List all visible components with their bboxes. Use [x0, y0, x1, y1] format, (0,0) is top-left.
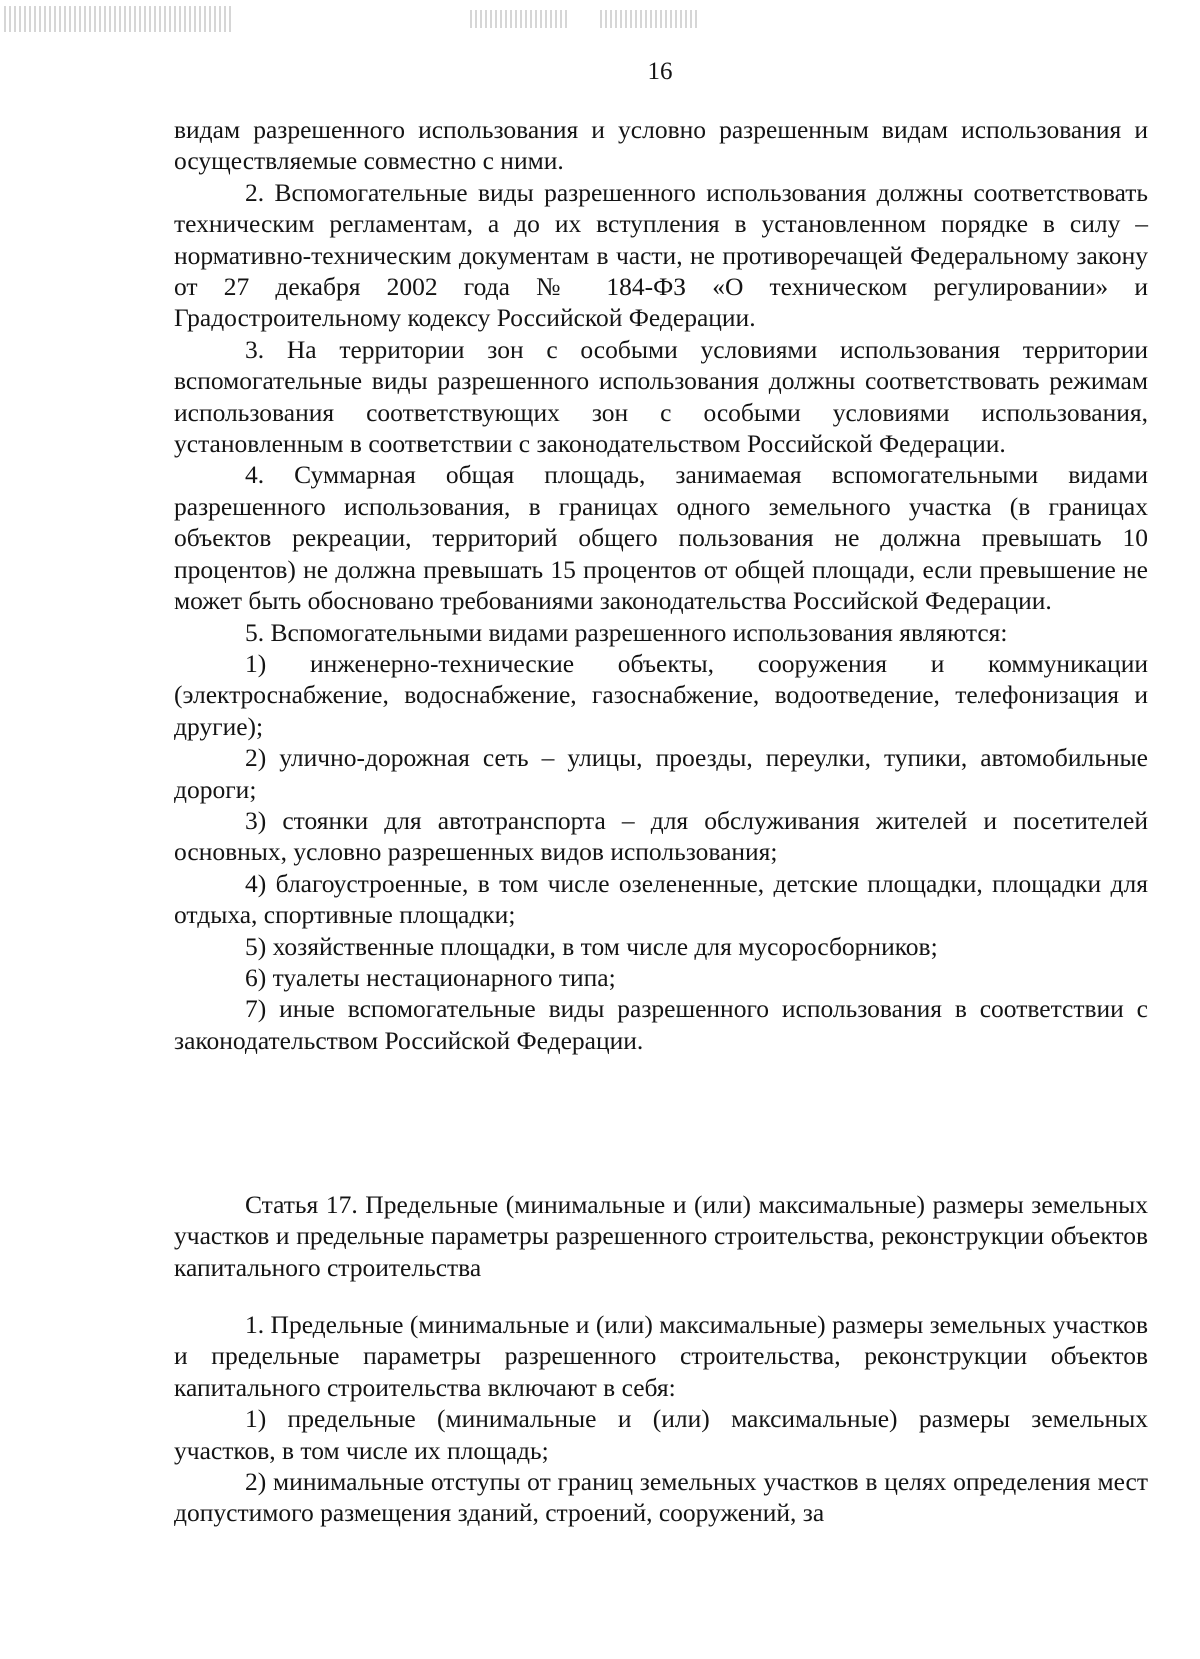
scan-artifact [600, 10, 700, 28]
page-number: 16 [647, 58, 673, 85]
list-item: 6) туалеты нестационарного типа; [245, 962, 616, 992]
scan-artifact [4, 6, 234, 32]
list-item: 2) минимальные отступы от границ земельных участков в целях определения мест допустимого размещения зданий, строений, сооружений, за [174, 1467, 1148, 1528]
list-item: 2) улично-дорожная сеть – улицы, проезды, переулки, тупики, автомобильные дороги; [174, 743, 1148, 804]
list-item: 4) благоустроенные, в том числе озелененные, детские площадки, площадки для отдыха, спортивные площадки; [174, 868, 1148, 930]
list-item: 3) стоянки для автотранспорта – для обслуживания жителей и посетителей основных, условно разрешенных видов использования; [174, 805, 1148, 867]
article-heading-section [174, 1189, 1148, 1283]
list-item: 1) предельные (минимальные и (или) максимальные) размеры земельных участков, в том числе их площадь; [174, 1404, 1148, 1465]
body-text-section [174, 1309, 1148, 1529]
paragraph: 1. Предельные (минимальные и (или) максимальные) размеры земельных участков и предельные параметры разрешенного строительства, реконструкции объектов капитального строительства включают в себя: [174, 1310, 1148, 1402]
list-item: 7) иные вспомогательные виды разрешенного использования в соответствии с законодательством Российской Федерации. [174, 994, 1148, 1055]
list-item: 1) инженерно-технические объекты, сооружения и коммуникации (электроснабжение, водоснабжение, газоснабжение, водоотведение, телефонизация и другие); [174, 648, 1148, 741]
paragraph: 3. На территории зон с особыми условиями использования территории вспомогательные виды разрешенного использования должны соответствовать режимам использования соответствующих зон с особыми условиями использования, установленным в соответствии с законодательством Российской Федерации. [174, 334, 1148, 459]
paragraph: 5. Вспомогательными видами разрешенного использования являются: [245, 617, 1008, 647]
scan-artifact [470, 10, 570, 28]
list-item: 5) хозяйственные площадки, в том числе для мусоросборников; [245, 931, 938, 961]
article-heading: Статья 17. Предельные (минимальные и (или) максимальные) размеры земельных участков и предельные параметры разрешенного строительства, реконструкции объектов капитального строительства [174, 1190, 1148, 1282]
paragraph: 2. Вспомогательные виды разрешенного использования должны соответствовать техническим регламентам, а до их вступления в установленном порядке в силу – нормативно-техническим документам в части, не противоречащей Федеральному закону от 27 декабря 2002 года № 184-ФЗ «О техническом регулировании» и Градостроительному кодексу Российской Федерации. [174, 177, 1148, 333]
body-text-section [174, 114, 1148, 1056]
paragraph: 4. Суммарная общая площадь, занимаемая вспомогательными видами разрешенного использования, в границах одного земельного участка (в границах объектов рекреации, территорий общего пользования не должна превышать 10 процентов) не должна превышать 15 процентов от общей площади, если превышение не может быть обосновано требованиями законодательства Российской Федерации. [174, 460, 1148, 616]
paragraph-continuation: видам разрешенного использования и условно разрешенным видам использования и осуществляемые совместно с ними. [174, 115, 1148, 176]
